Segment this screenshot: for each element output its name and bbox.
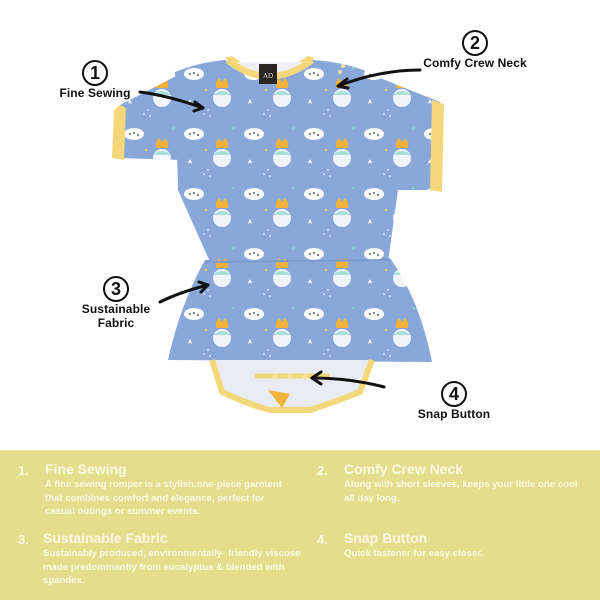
feature-title: Snap Button [344,530,428,546]
callout-label-comfy-crew-neck: Comfy Crew Neck [423,56,527,70]
callout-number-1: 1 [82,60,108,86]
feature-number: 4. [317,532,328,547]
feature-description: Sustainably produced, environmentally- friendly viscose made predominantly from eucalyptus & blended with spandex. [43,548,301,587]
callout-number-2: 2 [462,30,488,56]
callout-label-fine-sewing: Fine Sewing [59,86,131,100]
feature-number: 2. [317,463,328,478]
feature-number: 1. [18,463,29,478]
feature-description: A fine sewing romper is a stylish,one-piece garment that combines comfort and elegance, perfect for casual outings or summer events. [45,479,282,518]
callout-label-fabric: Fabric [97,316,135,330]
feature-number: 3. [18,532,29,547]
feature-title: Fine Sewing [45,461,127,477]
callout-fine-sewing [52,60,138,100]
feature-title: Comfy Crew Neck [344,461,464,477]
features-panel [0,450,600,600]
callout-snap-button [406,381,502,421]
callout-label-sustainable: Sustainable [81,302,151,316]
callout-comfy-crew-neck [420,30,530,70]
feature-description: Quick fastener for easy closer. [344,548,484,559]
feature-description: Along with short sleeves, keeps your little one cool all day long. [344,479,578,504]
callout-number-3: 3 [103,276,129,302]
callout-number-4: 4 [441,381,467,407]
feature-title: Sustainable Fabric [43,530,168,546]
callout-label-snap-button: Snap Button [417,407,491,421]
svg-text:AD: AD [262,72,274,80]
callout-sustainable-fabric [76,276,156,330]
